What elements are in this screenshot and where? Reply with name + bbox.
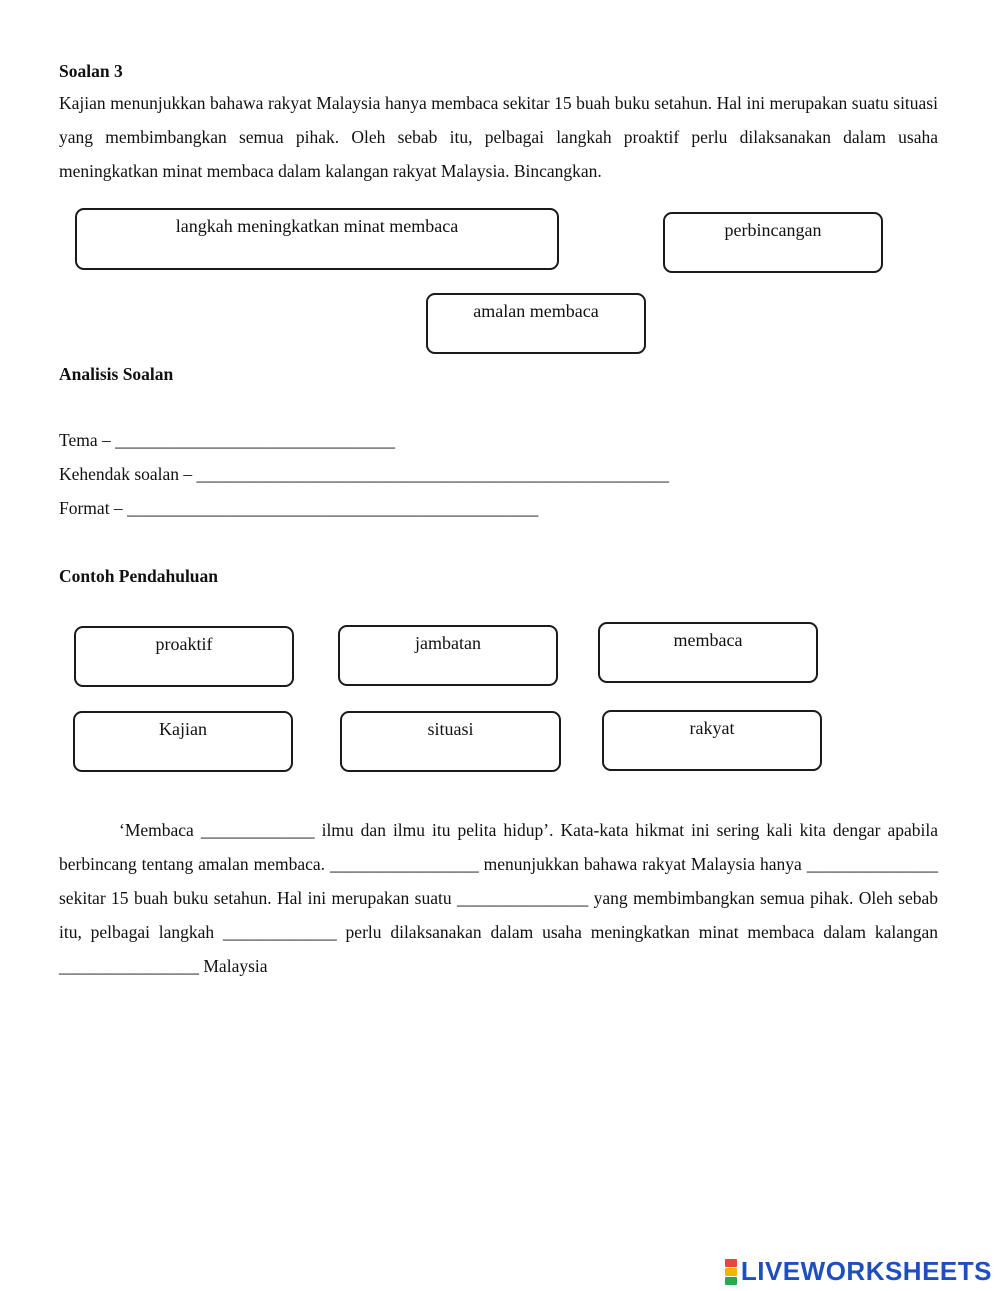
word-card-situasi[interactable]: situasi: [340, 711, 561, 772]
tema-label: Tema –: [59, 430, 116, 450]
question-title: Soalan 3: [59, 61, 123, 81]
intro-paragraph: ‘Membaca _____________ ilmu dan ilmu itu pelita hidup’. Kata-kata hikmat ini sering kali kita dengar apabila berbincang tentang amalan membaca. _________________ menunjukkan bahawa rakyat Malaysia hanya _______________ sekitar 15 buah buku setahun. Hal ini merupakan suatu _______________ yang membimbangkan semua pihak. Oleh sebab itu, pelbagai langkah _____________ perlu dilaksanakan dalam usaha meningkatkan minat membaca dalam kalangan ________________ Malaysia: [59, 820, 938, 976]
tema-blank[interactable]: ________________________________: [115, 430, 396, 450]
kehendak-label: Kehendak soalan –: [59, 464, 197, 484]
liveworksheets-logo: [725, 1256, 992, 1287]
word-card-jambatan[interactable]: jambatan: [338, 625, 558, 686]
intro-title: Contoh Pendahuluan: [59, 566, 219, 586]
format-blank[interactable]: _______________________________________________: [127, 498, 539, 518]
analysis-title: Analisis Soalan: [59, 364, 174, 384]
question-body: Kajian menunjukkan bahawa rakyat Malaysia hanya membaca sekitar 15 buah buku setahun. Hal ini merupakan suatu situasi yang membimbangkan semua pihak. Oleh sebab itu, pelbagai langkah proaktif perlu dilaksanakan dalam usaha meningkatkan minat membaca dalam kalangan rakyat Malaysia. Bincangkan.: [59, 93, 938, 181]
card-langkah[interactable]: langkah meningkatkan minat membaca: [75, 208, 559, 270]
format-label: Format –: [59, 498, 128, 518]
word-card-kajian[interactable]: Kajian: [73, 711, 293, 772]
word-card-rakyat[interactable]: rakyat: [602, 710, 822, 771]
kehendak-blank[interactable]: ______________________________________________________: [196, 464, 670, 484]
logo-text: LIVEWORKSHEETS: [740, 1256, 992, 1286]
word-card-membaca[interactable]: membaca: [598, 622, 818, 683]
kehendak-line: [59, 464, 669, 485]
card-perbincangan[interactable]: perbincangan: [663, 212, 883, 273]
logo-mark-icon: [725, 1259, 737, 1285]
format-line: [59, 498, 538, 519]
tema-line: [59, 430, 395, 451]
word-card-proaktif[interactable]: proaktif: [74, 626, 294, 687]
card-amalan-membaca[interactable]: amalan membaca: [426, 293, 646, 354]
